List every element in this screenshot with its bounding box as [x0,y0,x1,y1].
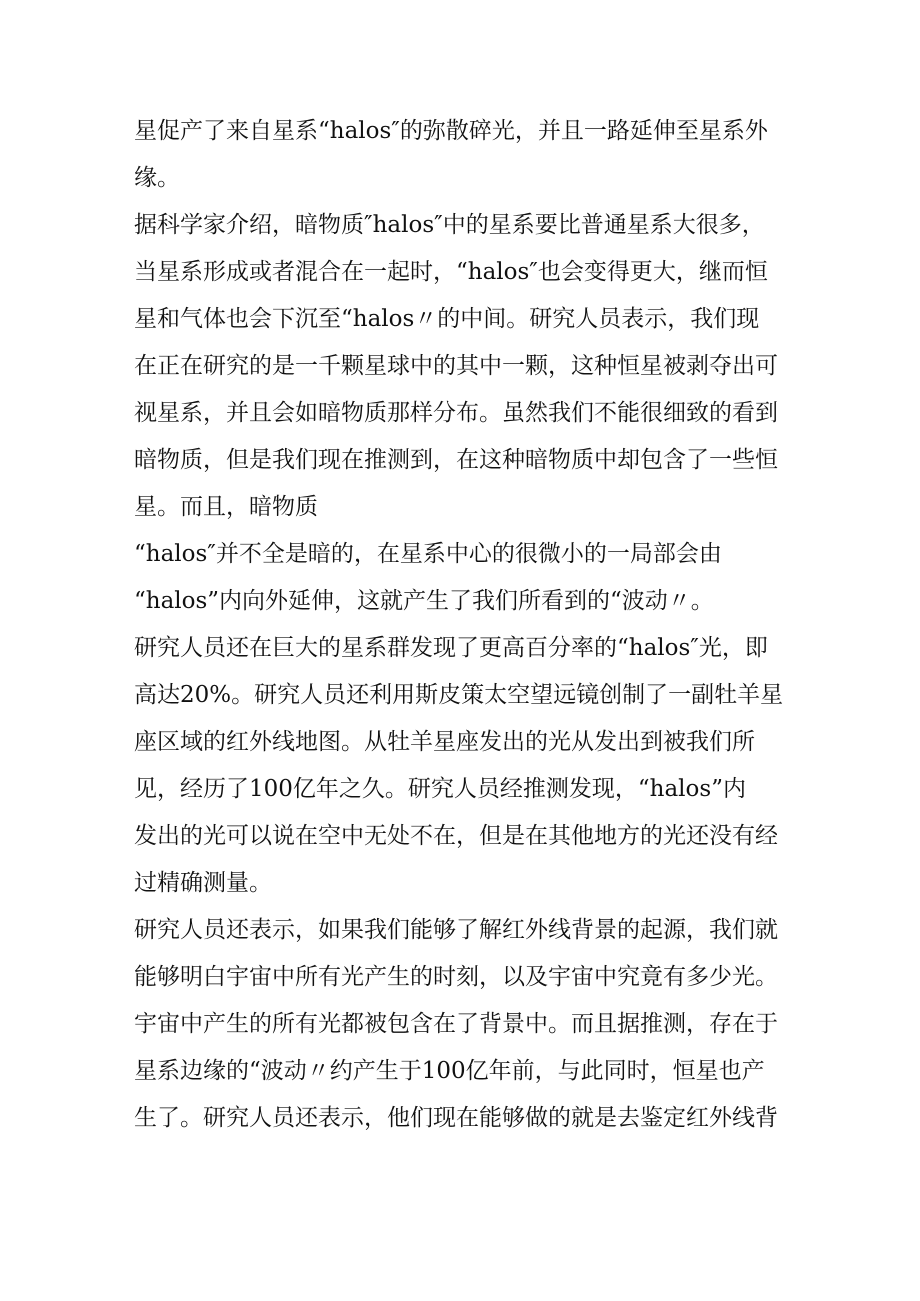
text-line: 发出的光可以说在空中无处不在，但是在其他地方的光还没有经 [134,823,778,849]
text-line: 当星系形成或者混合在一起时，“halos″也会变得更大，继而恒 [134,259,768,285]
text-line: 暗物质，但是我们现在推测到，在这种暗物质中却包含了一些恒 [134,447,778,473]
text-line: 星系边缘的“波动〃约产生于100亿年前，与此同时，恒星也产 [134,1058,765,1084]
text-line: “halos″并不全是暗的，在星系中心的很微小的一局部会由 [134,541,722,567]
text-line: 生了。研究人员还表示，他们现在能够做的就是去鉴定红外线背 [134,1105,778,1131]
text-line: 星。而且，暗物质 [134,494,318,520]
text-line: 星和气体也会下沉至“halos〃的中间。研究人员表示，我们现 [134,306,760,332]
text-line: 星促产了来自星系“halos″的弥散碎光，并且一路延伸至星系外 [134,118,768,144]
text-line: 据科学家介绍，暗物质″halos″中的星系要比普通星系大很多， [134,212,765,238]
text-line: 缘。 [134,165,180,191]
text-line: 研究人员还在巨大的星系群发现了更高百分率的“halos″光，即 [134,635,768,661]
text-line: 高达20%。研究人员还利用斯皮策太空望远镜创制了一副牡羊星 [134,682,784,708]
text-line: 见，经历了100亿年之久。研究人员经推测发现，“halos”内 [134,776,746,802]
text-line: 能够明白宇宙中所有光产生的时刻，以及宇宙中究竟有多少光。 [134,964,778,990]
text-line: “halos”内向外延伸，这就产生了我们所看到的“波动〃。 [134,588,714,614]
text-line: 在正在研究的是一千颗星球中的其中一颗，这种恒星被剥夺出可 [134,353,778,379]
text-line: 视星系，并且会如暗物质那样分布。虽然我们不能很细致的看到 [134,400,778,426]
body-text [134,108,794,1142]
text-line: 座区域的红外线地图。从牡羊星座发出的光从发出到被我们所 [134,729,755,755]
text-line: 研究人员还表示，如果我们能够了解红外线背景的起源，我们就 [134,917,778,943]
text-line: 过精确测量。 [134,870,272,896]
text-line: 宇宙中产生的所有光都被包含在了背景中。而且据推测，存在于 [134,1011,778,1037]
